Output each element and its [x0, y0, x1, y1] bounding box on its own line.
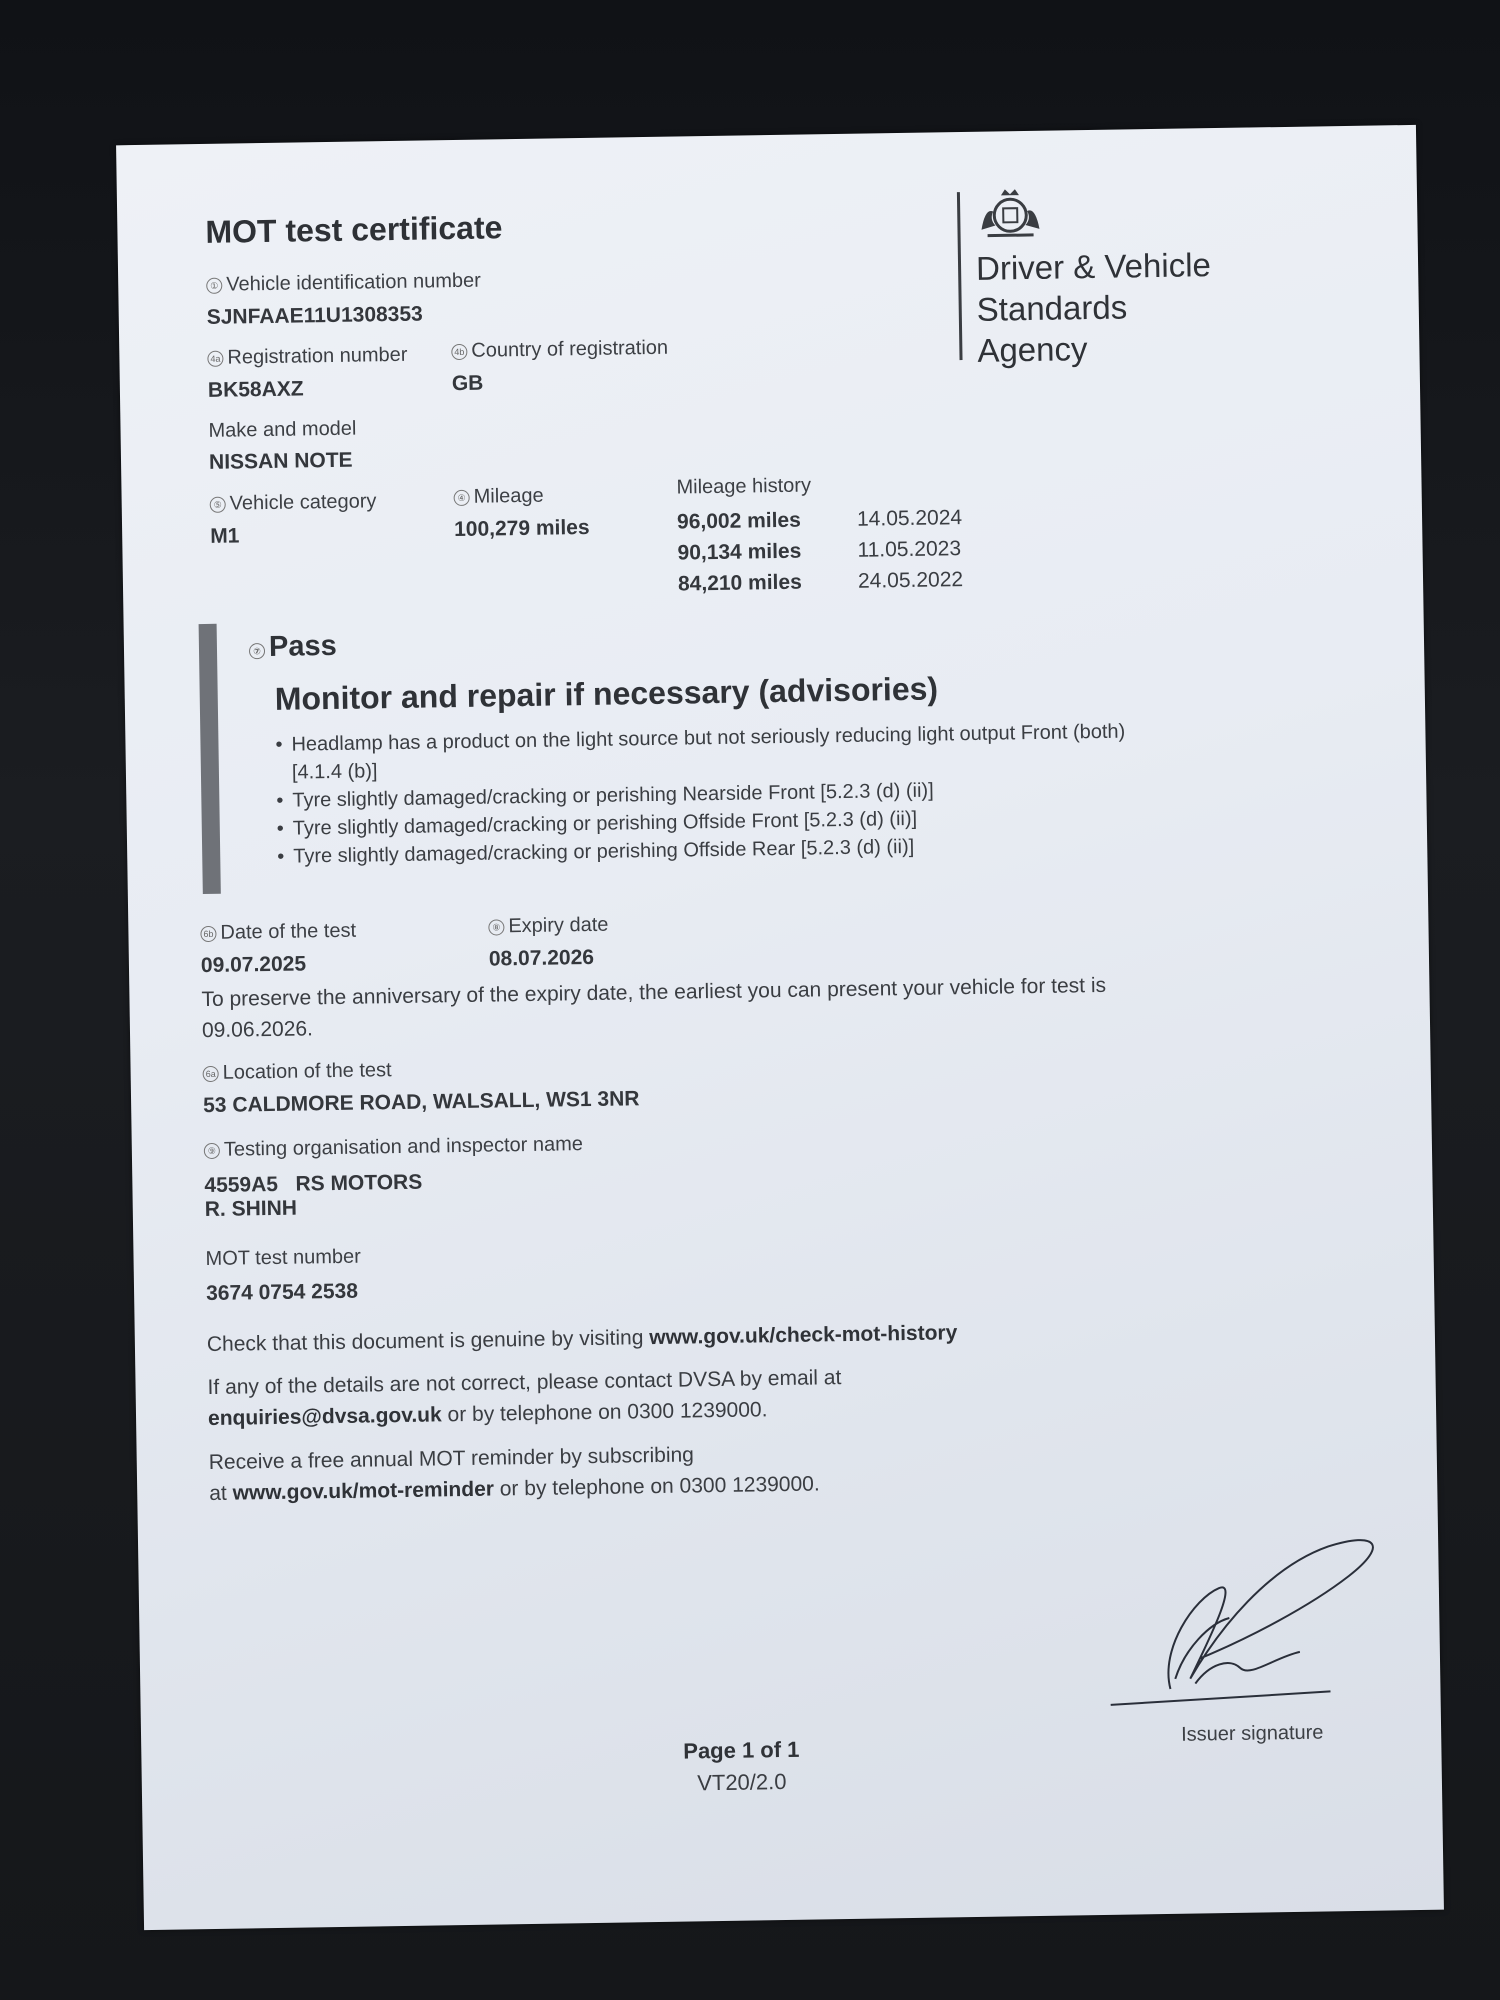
- anniversary-note: To preserve the anniversary of the expiry date, the earliest you can present your vehicle for test is 09.06.2026.: [201, 973, 1107, 1043]
- mileage-history-list: [677, 502, 964, 599]
- result-status-bar: [199, 624, 221, 894]
- advisory-item: • Tyre slightly damaged/cracking or perishing Offside Rear [5.2.3 (d) (ii)]: [277, 829, 1177, 871]
- advisories-heading: Monitor and repair if necessary (advisories): [274, 670, 939, 717]
- make-model-value: NISSAN NOTE: [208, 448, 353, 474]
- reminder-text: Receive a free annual MOT reminder by subscribing at www.gov.uk/mot-reminder or by telephone on 0300 1239000.: [208, 1443, 820, 1506]
- mot-reminder-link[interactable]: www.gov.uk/mot-reminder: [232, 1477, 495, 1505]
- advisory-item: • Tyre slightly damaged/cracking or perishing Offside Front [5.2.3 (d) (ii)]: [277, 801, 1177, 843]
- registration-label: 4a Registration number: [207, 344, 407, 370]
- mileage-history-row: 90,134 miles 11.05.2023: [677, 537, 962, 565]
- vehicle-category-label: ⑤ Vehicle category: [210, 490, 377, 516]
- country-value: GB: [451, 371, 484, 396]
- organisation-value: 4559A5 RS MOTORS: [204, 1170, 423, 1198]
- mileage-history-row: 96,002 miles 14.05.2024: [676, 506, 963, 534]
- dvsa-email-link[interactable]: enquiries@dvsa.gov.uk: [207, 1403, 442, 1431]
- field-number-badge: 6a: [203, 1066, 219, 1082]
- location-value: 53 CALDMORE ROAD, WALSALL, WS1 3NR: [202, 1087, 640, 1118]
- royal-crest-icon: [975, 185, 1046, 247]
- registration-value: BK58AXZ: [207, 377, 304, 402]
- vin-value: SJNFAAE11U1308353: [206, 302, 423, 329]
- field-number-badge: ④: [454, 490, 470, 506]
- agency-name-line3: Agency: [977, 330, 1088, 369]
- field-number-badge: ①: [206, 278, 222, 294]
- page-number: Page 1 of 1: [683, 1736, 800, 1764]
- field-number-badge: 4a: [207, 351, 223, 367]
- mileage-label: ④ Mileage: [453, 485, 543, 509]
- vin-label: ① Vehicle identification number: [206, 270, 481, 297]
- advisory-item: • Headlamp has a product on the light source but not seriously reducing light output Front (both) [4.1.4 (b)]: [275, 717, 1176, 787]
- issuer-signature: [1098, 1525, 1401, 1725]
- agency-divider: [957, 192, 963, 360]
- advisory-item: • Tyre slightly damaged/cracking or perishing Nearside Front [5.2.3 (d) (ii)]: [276, 773, 1176, 815]
- country-label: 4b Country of registration: [451, 337, 668, 363]
- mot-certificate-sheet: [116, 125, 1444, 1930]
- agency-name-line2: Standards: [976, 288, 1128, 328]
- check-mot-history-link[interactable]: www.gov.uk/check-mot-history: [649, 1321, 958, 1350]
- test-date-value: 09.07.2025: [200, 952, 307, 978]
- field-number-badge: ⑧: [488, 919, 504, 935]
- genuine-check-text: Check that this document is genuine by visiting www.gov.uk/check-mot-history: [206, 1321, 958, 1357]
- field-number-badge: ⑦: [249, 643, 265, 659]
- mileage-value: 100,279 miles: [453, 515, 590, 542]
- make-model-label: Make and model: [208, 417, 357, 442]
- field-number-badge: 4b: [451, 344, 467, 360]
- expiry-date-label: ⑧ Expiry date: [488, 914, 608, 939]
- issuer-signature-label: Issuer signature: [1180, 1721, 1324, 1746]
- inspector-name: R. SHINH: [204, 1196, 298, 1222]
- test-number-label: MOT test number: [205, 1245, 361, 1271]
- contact-text: If any of the details are not correct, please contact DVSA by email at enquiries@dvsa.gov.uk or by telephone on 0300 1239000.: [207, 1366, 842, 1431]
- field-number-badge: ⑤: [210, 497, 226, 513]
- certificate-title: MOT test certificate: [205, 209, 503, 250]
- mileage-history-row: 84,210 miles 24.05.2022: [677, 568, 964, 596]
- agency-name-line1: Driver & Vehicle: [975, 246, 1212, 287]
- test-number-value: 3674 0754 2538: [205, 1279, 359, 1306]
- field-number-badge: ⑨: [204, 1143, 220, 1159]
- result-status: ⑦ Pass: [249, 630, 337, 664]
- form-code: VT20/2.0: [697, 1768, 787, 1796]
- organisation-label: ⑨ Testing organisation and inspector name: [204, 1133, 583, 1162]
- advisories-list: [275, 717, 1177, 871]
- location-label: 6a Location of the test: [202, 1059, 391, 1085]
- vehicle-category-value: M1: [210, 524, 240, 548]
- mileage-history-label: Mileage history: [676, 474, 812, 499]
- field-number-badge: 6b: [200, 926, 216, 942]
- test-date-label: 6b Date of the test: [200, 920, 356, 945]
- expiry-date-value: 08.07.2026: [488, 945, 595, 971]
